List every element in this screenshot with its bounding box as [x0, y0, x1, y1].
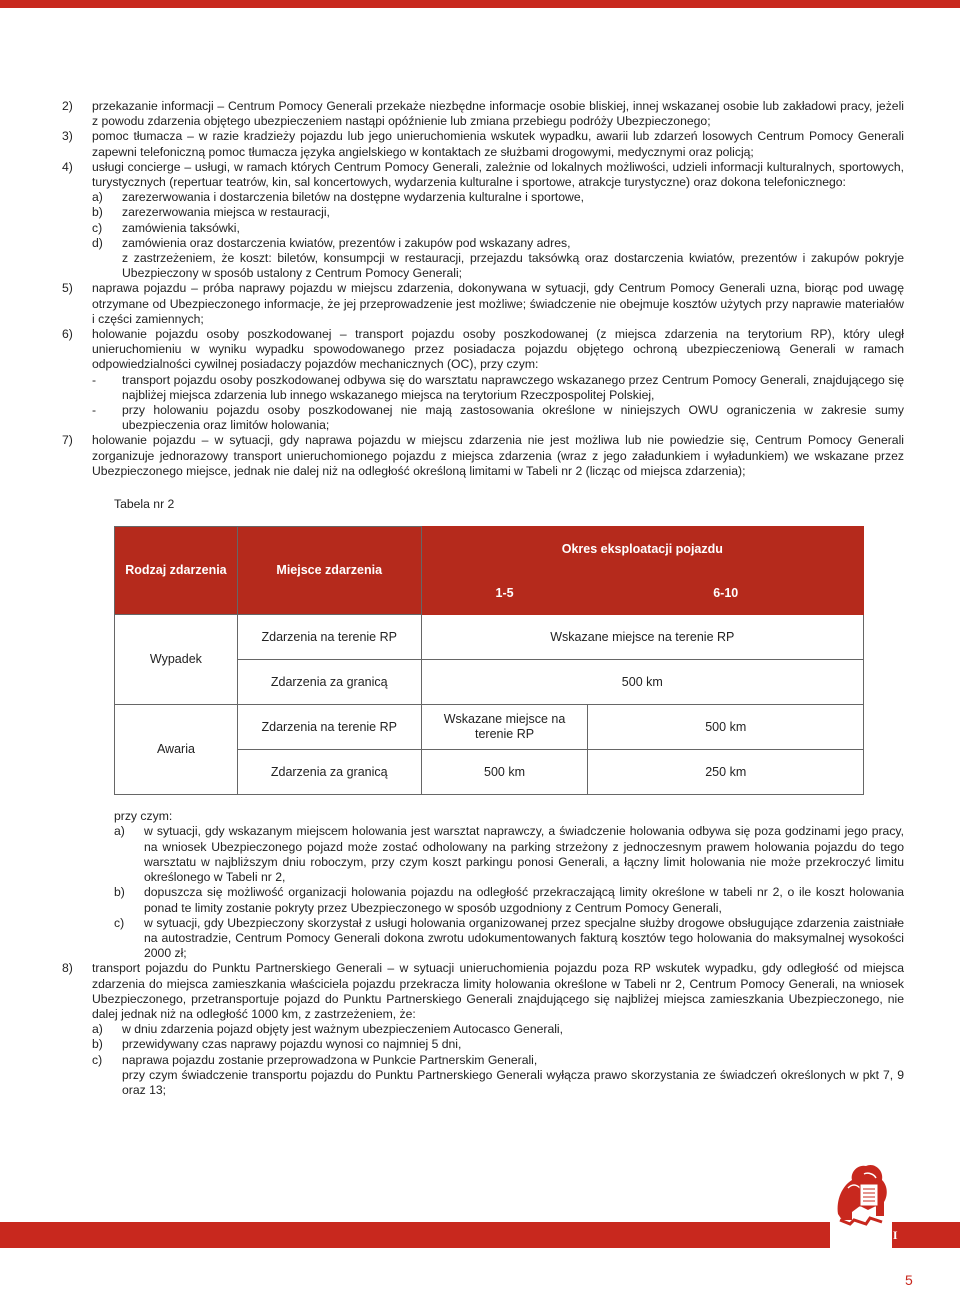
item-text: transport pojazdu do Punktu Partnerskiego Generali – w sytuacji unieruchomienia pojazdu poza RP wskutek wypadku, gdy odległość od miejsca zdarzenia do miejsca zamieszkania właściciela pojazdu przekracza limity holowania określone w Tabeli nr 2, Centrum Pomocy Generali, na wniosek Ubezpieczonego, przetransportuje pojazd do Punktu Partnerskiego Generali znajdującego się najbliżej miejsca zamieszkania Ubezpieczonego, nie dalej jednak niż na odległość 1000 km, z zastrzeżeniem, że: — [92, 961, 904, 1021]
concierge-note: z zastrzeżeniem, że koszt: biletów, konsumpcji w restauracji, przejazdu taksówką oraz dostarczenia kwiatów, prezentów i zakupów pokryje Ubezpieczony w sposób ustalony z Centrum Pomocy Generali; — [122, 251, 904, 281]
list-item — [62, 961, 904, 1098]
sub-text: w dniu zdarzenia pojazd objęty jest ważnym ubezpieczeniem Autocasco Generali, — [122, 1022, 564, 1037]
sub-number: b) — [114, 885, 125, 900]
sub-number: a) — [92, 1022, 103, 1037]
lion-icon — [830, 1160, 899, 1280]
sub-number: a) — [92, 190, 103, 205]
przy-czym-label: przy czym: — [114, 809, 173, 824]
sub-number: - — [92, 372, 97, 387]
item-number: 8) — [62, 961, 73, 976]
header-miejsce: Miejsce zdarzenia — [237, 527, 421, 615]
item-text: holowanie pojazdu osoby poszkodowanej – transport pojazdu osoby poszkodowanej (z miejsca zdarzenia na terytorium RP), który uległ unieruchomieniu w wyniku wypadku spowodowanego przez posiadacza pojazdu objętego ochroną ubezpieczeniową Generali w ramach odpowiedzialności cywilnej posiadaczy pojazdów mechanicznych (OC), przy czym: — [92, 327, 904, 372]
notes-block — [62, 809, 904, 961]
cell-rp: Zdarzenia na terenie RP — [237, 615, 421, 660]
sub-item — [92, 190, 904, 205]
sub-item — [92, 1022, 904, 1037]
top-accent-bar — [0, 0, 960, 8]
sub-text: w sytuacji, gdy Ubezpieczony skorzystał z usługi holowania organizowanej przez specjalne służby drogowe obsługujące zdarzenia zaistniałe na autostradzie, Centrum Pomocy Generali dokona zwrotu udokumentowanych fakturą kosztów tego holowania do maksymalnej wysokości 2000 zł; — [144, 915, 904, 961]
cell-awaria-zagr-1-5: 500 km — [421, 750, 588, 795]
sub-item — [92, 236, 904, 282]
cell-zagranica: Zdarzenia za granicą — [237, 660, 421, 705]
sub-text: dopuszcza się możliwość organizacji holowania pojazdu na odległość przekraczającą limity określone w tabeli nr 2, o ile koszt holowania ponad te limity zostanie pokryty przez Ubezpieczonego w sposób uzgodniony z Centrum Pomocy Generali, — [144, 885, 904, 915]
page-number: 5 — [905, 1272, 913, 1288]
sub-text: w sytuacji, gdy wskazanym miejscem holowania jest warsztat naprawczy, a świadczenie holowania odbywa się poza godzinami jego pracy, na wniosek Ubezpieczonego pojazd może zostać odholowany na parking strzeżony z jednoczesnym prawem holowania pojazdu do tego warsztatu w najbliższym dniu roboczym, przy czym koszt parkingu ponosi Generali, a łączny limit holowania nie może przekroczyć limitu określonego w Tabeli nr 2, — [144, 824, 904, 885]
table-caption: Tabela nr 2 — [114, 497, 175, 512]
sub-text: naprawa pojazdu zostanie przeprowadzona w Punkcie Partnerskim Generali, — [122, 1052, 538, 1067]
item-number: 4) — [62, 159, 73, 174]
sub-text: transport pojazdu osoby poszkodowanej odbywa się do warsztatu naprawczego wskazanego przez Centrum Pomocy Generali, znajdującego się najbliżej miejsca zdarzenia lub innego wskazanego miejsca na terytorium Rzeczpospolitej Polskiej, — [122, 372, 904, 402]
cell-rp: Zdarzenia na terenie RP — [237, 705, 421, 750]
item-number: 2) — [62, 99, 73, 113]
sub-text: zarezerwowania miejsca w restauracji, — [122, 205, 330, 220]
sub-number: c) — [92, 1052, 103, 1067]
document-body — [62, 99, 904, 1098]
sub-number: a) — [114, 824, 125, 839]
sub-text: zarezerwowania i dostarczenia biletów na dostępne wydarzenia kulturalne i sportowe, — [122, 190, 585, 205]
list-item — [62, 327, 904, 433]
cell-awaria-rp-1-5: Wskazane miejsce na terenie RP — [421, 705, 588, 750]
header-1-5: 1-5 — [421, 573, 588, 615]
cell-wypadek: Wypadek — [115, 615, 238, 705]
item-number: 6) — [62, 327, 73, 342]
sub-item — [114, 885, 904, 915]
item-number: 7) — [62, 433, 73, 448]
header-6-10: 6-10 — [588, 573, 864, 615]
sub-number: c) — [114, 915, 125, 930]
sub-number: c) — [92, 220, 103, 235]
header-rodzaj: Rodzaj zdarzenia — [115, 527, 238, 615]
cell-awaria-zagr-6-10: 250 km — [588, 750, 864, 795]
cell-zagranica: Zdarzenia za granicą — [237, 750, 421, 795]
generali-logo — [830, 1160, 899, 1280]
sub-item — [114, 824, 904, 885]
cell-wypadek-zagr-value: 500 km — [421, 660, 863, 705]
header-okres: Okres eksploatacji pojazdu — [421, 527, 863, 573]
item-text: pomoc tłumacza – w razie kradzieży pojazdu lub jego unieruchomienia wskutek wypadku, awarii lub zdarzeń losowych Centrum Pomocy Generali zapewni telefoniczną pomoc tłumacza języka angielskiego w kontaktach ze służbami drogowymi, medycznymi oraz policją; — [92, 129, 904, 159]
item-number: 5) — [62, 281, 73, 296]
sub-item — [92, 1037, 904, 1052]
sub-item — [92, 373, 904, 403]
sub-number: - — [92, 403, 97, 418]
logo-brand-text: GENERALI — [830, 1228, 899, 1242]
cell-awaria-rp-6-10: 500 km — [588, 705, 864, 750]
sub-item — [92, 403, 904, 433]
item-text: usługi concierge – usługi, w ramach których Centrum Pomocy Generali, zależnie od lokalnych możliwości, udzieli informacji kulturalnych, sportowych, turystycznych (repertuar teatrów, kin, sal koncertowych, wydarzenia kulturalne i sportowe, atrakcje turystyczne) oraz dokona telefonicznego: — [92, 159, 904, 190]
cell-awaria: Awaria — [115, 705, 238, 795]
sub-number: b) — [92, 205, 103, 220]
list-item — [62, 160, 904, 282]
list-item — [62, 433, 904, 479]
item-text: holowanie pojazdu – w sytuacji, gdy naprawa pojazdu w miejscu zdarzenia nie jest możliwa lub nie powiedzie się, Centrum Pomocy Generali zorganizuje jednorazowy transport unieruchomionego pojazdu z miejsca zdarzenia (wraz z jego załadunkiem i wyładunkiem) we wskazane przez Ubezpieczonego miejsce, jednak nie dalej niż na odległość określoną limitami w Tabeli nr 2 (licząc od miejsca zdarzenia); — [92, 433, 904, 478]
sub-text: zamówienia oraz dostarczenia kwiatów, prezentów i zakupów pod wskazany adres, — [122, 235, 571, 250]
sub-item — [92, 221, 904, 236]
sub-text: zamówienia taksówki, — [122, 220, 240, 235]
list-item — [62, 129, 904, 159]
item-number: 3) — [62, 129, 73, 144]
sub-number: b) — [92, 1037, 103, 1052]
sub-number: d) — [92, 235, 103, 250]
cell-wypadek-rp-value: Wskazane miejsce na terenie RP — [421, 615, 863, 660]
list-item — [62, 99, 904, 129]
sub-text: przewidywany czas naprawy pojazdu wynosi co najmniej 5 dni, — [122, 1037, 462, 1052]
sub-item — [92, 205, 904, 220]
item-text: naprawa pojazdu – próba naprawy pojazdu w miejscu zdarzenia, dokonywana w sytuacji, gdy Centrum Pomocy Generali uzna, biorąc pod uwagę otrzymane od Ubezpieczonego informacje, że jej przeprowadzenie jest możliwe; świadczenie nie obejmuje kosztów użytych przy naprawie materiałów i części zamiennych; — [92, 281, 904, 326]
towing-limits-table — [114, 526, 864, 795]
logo-group-text: GROUP — [843, 1242, 879, 1251]
item8-note: przy czym świadczenie transportu pojazdu do Punktu Partnerskiego Generali wyłącza prawo skorzystania ze świadczeń określonych w pkt 7, 9 oraz 13; — [122, 1067, 904, 1097]
sub-item — [92, 1053, 904, 1099]
sub-item — [114, 916, 904, 962]
list-item — [62, 281, 904, 327]
item-text: przekazanie informacji – Centrum Pomocy Generali przekaże niezbędne informacje osobie bliskiej, innej wskazanej osobie lub zakładowi pracy, jeżeli z powodu zdarzenia objętego ubezpieczeniem nastąpi opóźnienie lub zmiana przebiegu podróży Ubezpieczonego; — [92, 99, 904, 129]
bottom-brand-bar — [0, 1222, 960, 1248]
sub-text: przy holowaniu pojazdu osoby poszkodowanej nie mają zastosowania określone w niniejszych OWU ograniczenia w zakresie sumy ubezpieczenia oraz limitów holowania; — [122, 403, 904, 433]
